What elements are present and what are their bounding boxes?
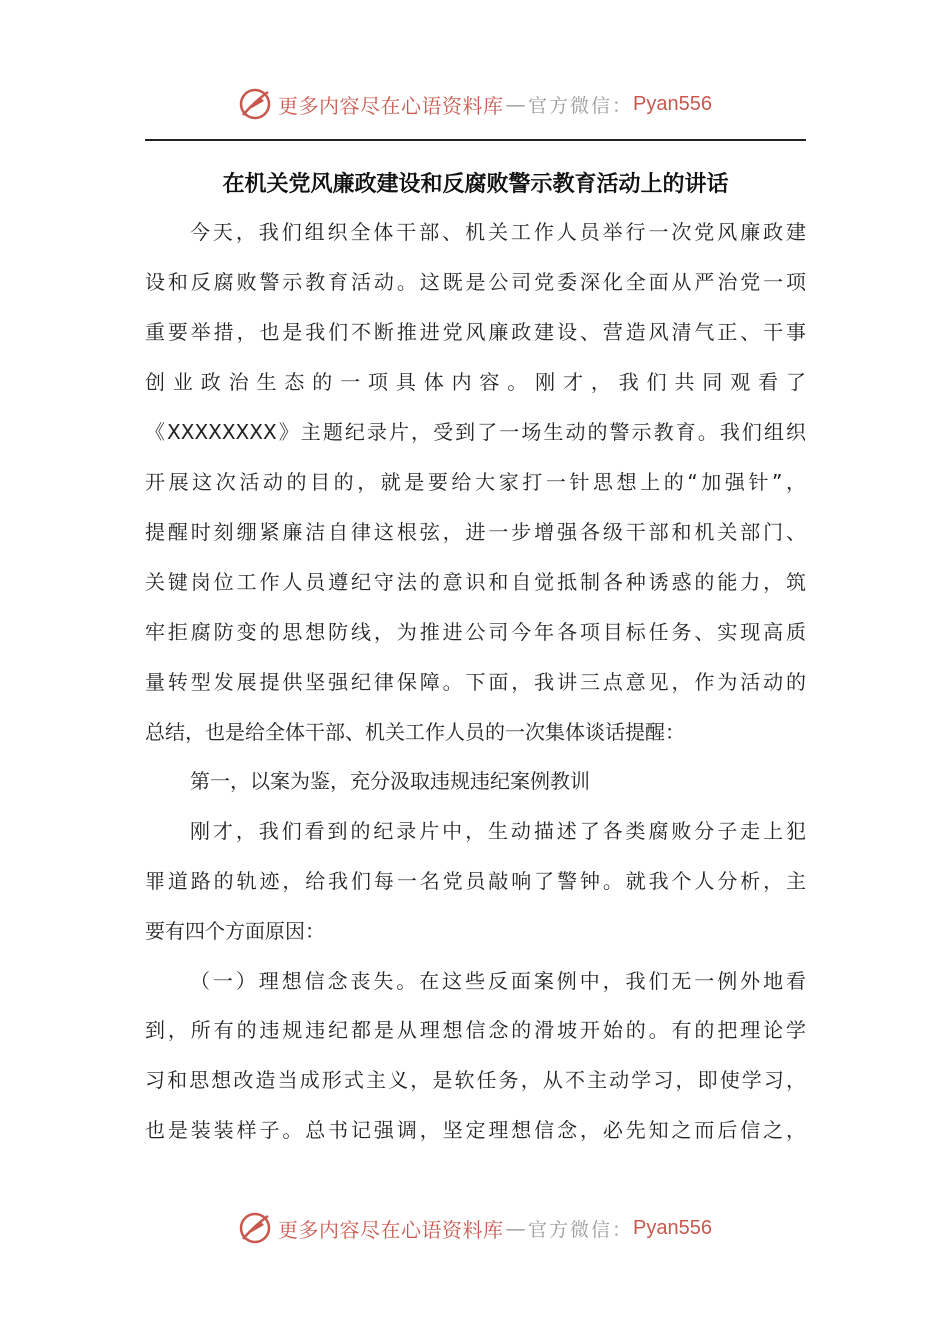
body-line: 关键岗位工作人员遵纪守法的意识和自觉抵制各种诱惑的能力，筑 [145,570,806,594]
body-line: 习和思想改造当成形式主义，是软任务，从不主动学习，即使学习， [145,1068,806,1092]
quill-logo-icon [238,87,272,121]
watermark-label: 官方微信： [528,1218,634,1241]
body-line: 要有四个方面原因： [145,919,325,943]
body-line: 设和反腐败警示教育活动。这既是公司党委深化全面从严治党一项 [145,270,806,294]
body-line: 总结，也是给全体干部、机关工作人员的一次集体谈话提醒： [145,720,685,744]
watermark-dash: — [505,92,526,116]
watermark-dash: — [505,1216,526,1240]
body-line: 也是装装样子。总书记强调，坚定理想信念，必先知之而后信之， [145,1118,806,1142]
body-line: 提醒时刻绷紧廉洁自律这根弦，进一步增强各级干部和机关部门、 [145,520,806,544]
watermark-label: 官方微信： [528,94,634,117]
watermark-id: Pyan556 [633,92,712,115]
body-line: （一）理想信念丧失。在这些反面案例中，我们无一例外地看 [190,969,806,993]
quill-logo-icon [238,1211,272,1245]
body-line: 刚才，我们看到的纪录片中，生动描述了各类腐败分子走上犯 [190,819,806,843]
body-line: 开展这次活动的目的，就是要给大家打一针思想上的“加强针”， [145,470,806,494]
body-line: 牢拒腐防变的思想防线，为推进公司今年各项目标任务、实现高质 [145,620,806,644]
header-divider [145,139,806,141]
watermark-text: 更多内容尽在心语资料库 [278,1217,504,1242]
section-heading: 第一，以案为鉴，充分汲取违规违纪案例教训 [190,769,590,793]
body-line: 创业政治生态的一项具体内容。刚才，我们共同观看了 [145,370,806,394]
body-line: 重要举措，也是我们不断推进党风廉政建设、营造风清气正、干事 [145,320,806,344]
body-line: 《XXXXXXXX》主题纪录片，受到了一场生动的警示教育。我们组织 [145,420,806,444]
body-line: 罪道路的轨迹，给我们每一名党员敲响了警钟。就我个人分析，主 [145,869,806,893]
body-line: 量转型发展提供坚强纪律保障。下面，我讲三点意见，作为活动的 [145,670,806,694]
watermark-id: Pyan556 [633,1216,712,1239]
body-line: 今天，我们组织全体干部、机关工作人员举行一次党风廉政建 [190,220,806,244]
watermark-text: 更多内容尽在心语资料库 [278,93,504,118]
body-line: 到，所有的违规违纪都是从理想信念的滑坡开始的。有的把理论学 [145,1018,806,1042]
header-watermark [0,84,950,124]
footer-watermark [0,1208,950,1248]
document-title: 在机关党风廉政建设和反腐败警示教育活动上的讲话 [222,171,729,197]
